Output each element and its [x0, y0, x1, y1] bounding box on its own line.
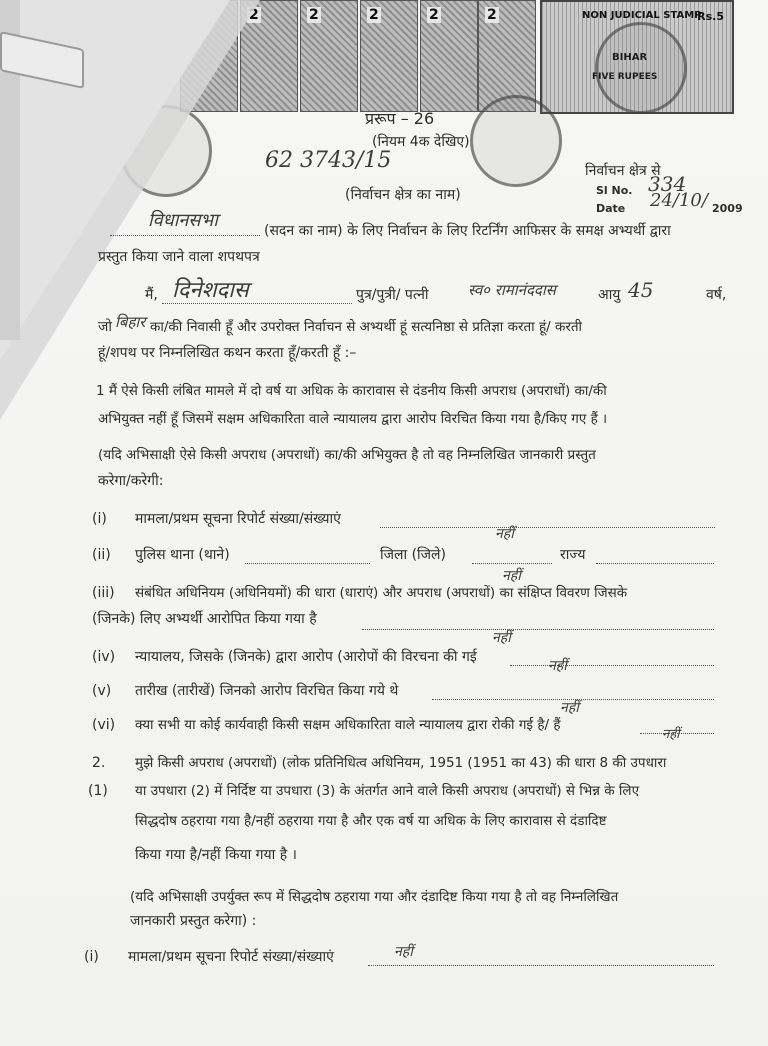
item2-line-f: जानकारी प्रस्तुत करेगा) : — [130, 913, 257, 929]
dotted-line — [162, 302, 352, 304]
constituency-from: निर्वाचन क्षेत्र से — [585, 163, 661, 179]
dotted-line — [510, 664, 714, 666]
jo-label: जो — [98, 319, 113, 335]
date-year: 2009 — [712, 202, 743, 215]
dotted-line — [362, 628, 714, 630]
sl-no-value: 334 — [648, 172, 687, 196]
stamp-value: 2 — [189, 7, 199, 23]
dotted-line — [472, 562, 552, 564]
nahi-handwriting: नहीं — [495, 526, 514, 542]
nahi-handwriting: नहीं — [662, 727, 680, 742]
item-iii-text2: (जिनके) लिए अभ्यर्थी आरोपित किया गया है — [92, 611, 317, 627]
item1-line-b: अभियुक्त नहीं हूँ जिसमें सक्षम अधिकारिता वाले न्यायालय द्वारा आरोप विरचित किया गया है/किए गए हैं । — [98, 411, 608, 427]
item-v-text: तारीख (तारीखें) जिनको आरोप विरचित किया गये थे — [135, 683, 399, 699]
rule-reference: (नियम 4क देखिए) — [372, 134, 470, 150]
stamp-bottom: FIVE RUPEES — [592, 72, 658, 82]
stamp-value: 2 — [249, 7, 259, 23]
me-label: मैं, — [145, 287, 158, 303]
stamp-state: BIHAR — [612, 52, 648, 63]
item2-line-d: किया गया है/नहीं किया गया है । — [135, 847, 297, 863]
dotted-line — [380, 526, 715, 528]
stamp-rs: Rs.5 — [697, 10, 724, 23]
item-ii-zila: जिला (जिले) — [380, 547, 447, 563]
stamp-value: 2 — [309, 7, 319, 23]
nahi-handwriting: नहीं — [492, 630, 511, 646]
item2-line-a: मुझे किसी अपराध (अपराधों) (लोक प्रतिनिधित्व अधिनियम, 1951 (1951 का 43) की धारा 8 की उपधारा — [135, 755, 667, 771]
item-iv-text: न्यायालय, जिसके (जिनके) द्वारा आरोप (आरोपों की विरचना की गई — [135, 649, 477, 665]
item2-line-b: या उपधारा (2) में निर्दिष्ट या उपधारा (3) के अंतर्गत आने वाले किसी अपराध (अपराधों) से भिन्न के लिए — [135, 783, 640, 799]
item-i-text: मामला/प्रथम सूचना रिपोर्ट संख्या/संख्याएं — [135, 511, 341, 527]
dotted-line — [596, 562, 714, 564]
item-vi-num: (vi) — [92, 717, 116, 733]
item1-line-a: 1 मैं ऐसे किसी लंबित मामले में दो वर्ष या अधिक के कारावास से दंडनीय किसी अपराध (अपराधों) का/की — [96, 383, 607, 399]
para-hun: हूं/शपथ पर निम्नलिखित कथन करता हूँ/करती हूँ :– — [98, 345, 357, 361]
house-name-handwriting: विधानसभा — [148, 210, 218, 231]
item-ii-num: (ii) — [92, 547, 111, 563]
nahi-handwriting: नहीं — [502, 568, 521, 584]
dotted-line — [368, 964, 714, 966]
item2-line-e: (यदि अभिसाक्षी उपर्युक्त रूप में सिद्धदोष ठहराया गया और दंडादिष्ट किया गया है तो वह निम्नलिखित — [130, 889, 619, 905]
dotted-line — [110, 234, 260, 236]
revenue-stamp-5 — [420, 0, 478, 112]
item-iv-num: (iv) — [92, 649, 116, 665]
date-label: Date — [596, 202, 626, 215]
last-item-text: मामला/प्रथम सूचना रिपोर्ट संख्या/संख्याएं — [128, 949, 334, 965]
constituency-label: (निर्वाचन क्षेत्र का नाम) — [345, 187, 461, 203]
last-item-num: (i) — [84, 949, 99, 965]
para-1a: (सदन का नाम) के लिए निर्वाचन के लिए रिटर्निंग आफिसर के समक्ष अभ्यर्थी द्वारा — [264, 223, 671, 239]
nahi-handwriting: नहीं — [548, 658, 567, 674]
item-v-num: (v) — [92, 683, 112, 699]
item-iii-num: (iii) — [92, 585, 115, 601]
stamp-number-handwriting: 62 3743/15 — [265, 148, 392, 173]
item-ii-text: पुलिस थाना (थाने) — [135, 547, 230, 563]
item-vi-text: क्या सभी या कोई कार्यवाही किसी सक्षम अधिकारिता वाले न्यायालय द्वारा रोकी गई है/ हैं — [135, 717, 561, 733]
father-handwriting: स्व० रामानंददास — [468, 281, 556, 299]
postmark-seal — [470, 95, 562, 187]
varsh-label: वर्ष, — [706, 287, 727, 303]
item-ii-rajya: राज्य — [560, 547, 586, 563]
age-handwriting: 45 — [628, 278, 654, 302]
putra-label: पुत्र/पुत्री/ पत्नी — [356, 287, 429, 303]
stamp-value: 2 — [487, 7, 497, 23]
nahi-handwriting: नहीं — [394, 944, 413, 960]
item2-num: 2. — [92, 755, 106, 771]
aayu-label: आयु — [598, 287, 621, 303]
form-number: प्ररूप – 26 — [365, 109, 435, 128]
stamp-seal — [595, 22, 687, 114]
name-handwriting: दिनेशदास — [172, 278, 249, 303]
item-i-num: (i) — [92, 511, 107, 527]
stamp-value: 2 — [369, 7, 379, 23]
date-value: 24/10/ — [650, 190, 708, 211]
state-handwriting: बिहार — [115, 313, 146, 331]
item1-line-c: (यदि अभिसाक्षी ऐसे किसी अपराध (अपराधों) का/की अभियुक्त है तो वह निम्नलिखित जानकारी प्रस्तुत — [98, 447, 596, 463]
item1-line-d: करेगा/करेगी: — [98, 473, 164, 489]
revenue-stamp-3 — [300, 0, 358, 112]
stamp-label: NON JUDICIAL STAMP — [582, 10, 702, 21]
dotted-line — [245, 562, 370, 564]
sl-no-label: Sl No. — [596, 184, 633, 197]
item2-line-c: सिद्धदोष ठहराया गया है/नहीं ठहराया गया है और एक वर्ष या अधिक के लिए कारावास से दंडादिष्ट — [135, 813, 607, 829]
item-iii-text: संबंधित अधिनियम (अधिनियमों) की धारा (धाराएं) और अपराध (अपराधों) का संक्षिप्त विवरण जिसके — [135, 585, 628, 601]
para-1b: प्रस्तुत किया जाने वाला शपथपत्र — [98, 249, 260, 265]
para-ka: का/की निवासी हूँ और उपरोक्त निर्वाचन से अभ्यर्थी हूं सत्यनिष्ठा से प्रतिज्ञा करता हूं/ करती — [150, 319, 583, 335]
nahi-handwriting: नहीं — [560, 700, 579, 716]
item2-sub: (1) — [88, 783, 108, 799]
stamp-value: 2 — [429, 7, 439, 23]
revenue-stamp-4 — [360, 0, 418, 112]
